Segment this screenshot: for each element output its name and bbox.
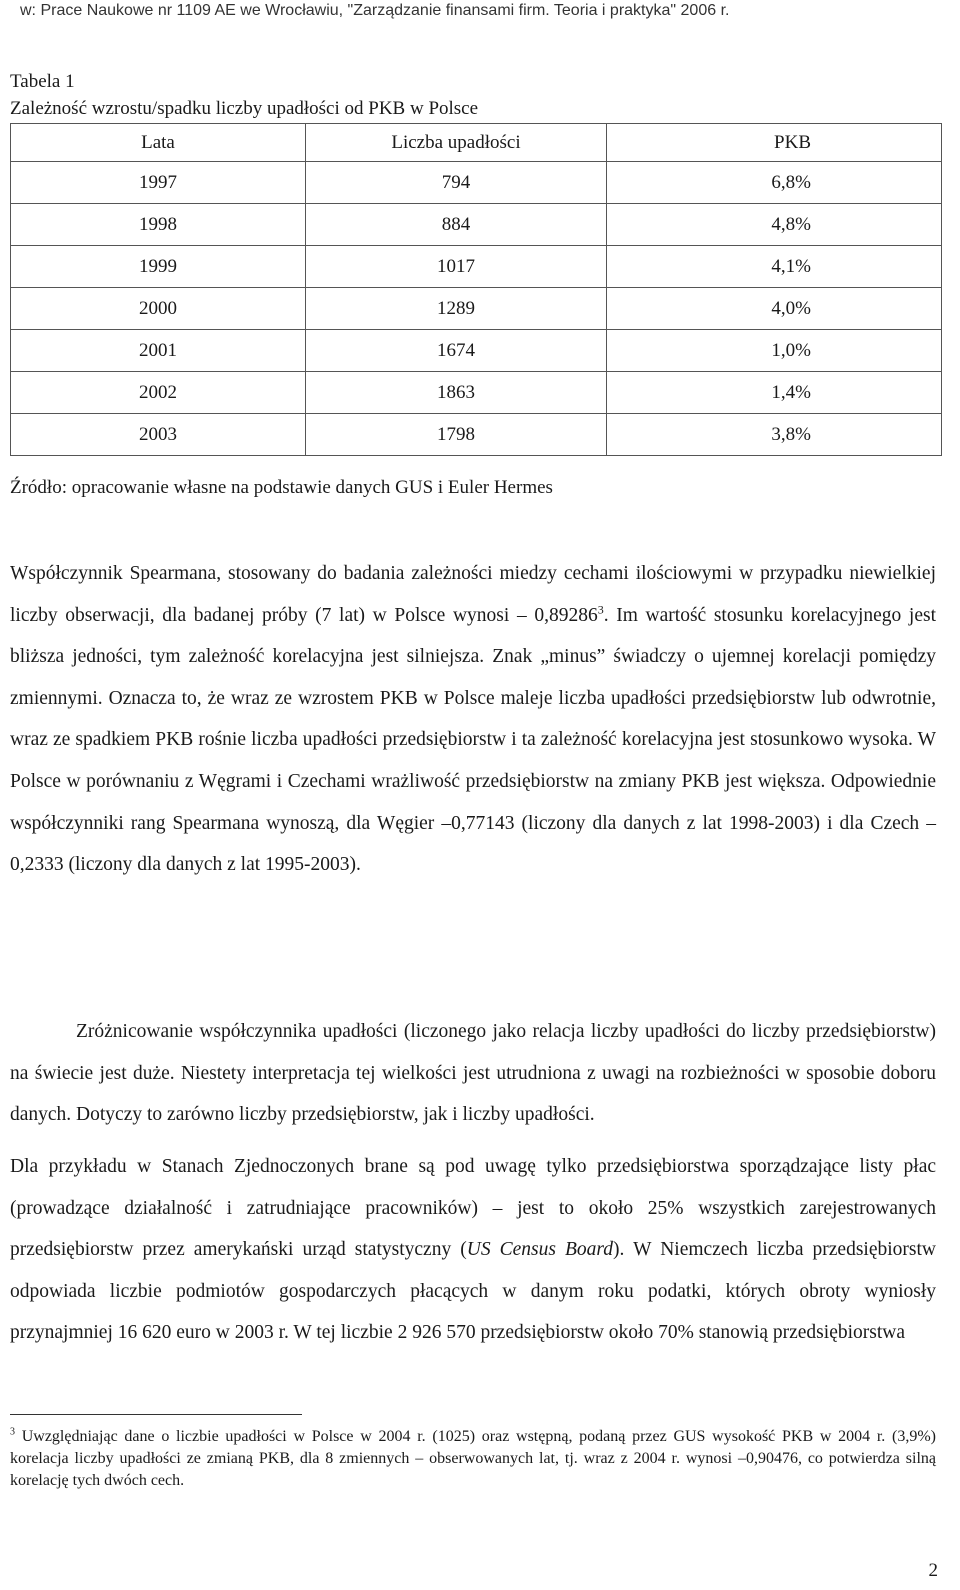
cell-year: 1997 [11,162,306,204]
table-number: Tabela 1 [10,71,75,92]
cell-year: 2000 [11,288,306,330]
footnote [10,1426,936,1492]
bankruptcy-gdp-table [10,123,942,456]
column-header-gdp: PKB [607,124,942,162]
table-row [11,414,942,456]
paragraph-examples [10,1146,936,1354]
paragraph-examples-text-a: Dla przykładu w Stanach Zjednoczonych brane są pod uwagę tylko przedsiębiorstwa sporządzające listy płac (prowadzące działalność i zatrudniające pracowników) – jest to około 25% wszystkich zarejestrowanych przedsiębiorstw przez amerykański urząd statystyczny ( [10,1156,936,1261]
table-source-note: Źródło: opracowanie własne na podstawie danych GUS i Euler Hermes [10,477,553,498]
footnote-number: 3 [10,1426,15,1438]
paragraph-examples-text-b: ). W Niemczech liczba przedsiębiorstw odpowiada liczbie podmiotów gospodarczych płacących w danym roku podatki, których obroty wyniosły przynajmniej 16 620 euro w 2003 r. W tej liczbie 2 926 570 przedsiębiorstw około 70% stanowią przedsiębiorstwa [10,1239,936,1344]
column-header-bankruptcies: Liczba upadłości [306,124,607,162]
paragraph-spearman [10,553,936,886]
paragraph-spearman-text-a: Współczynnik Spearmana, stosowany do badania zależności miedzy cechami ilościowymi w przypadku niewielkiej liczby obserwacji, dla badanej próby (7 lat) w Polsce wynosi – 0,89286 [10,563,936,626]
table-row [11,330,942,372]
table-row [11,372,942,414]
cell-bankruptcies: 1289 [306,288,607,330]
cell-year: 1998 [11,204,306,246]
cell-gdp: 4,0% [607,288,942,330]
paragraph-differentiation [10,1011,936,1136]
column-header-years: Lata [11,124,306,162]
footnote-text: Uwzględniając dane o liczbie upadłości w Polsce w 2004 r. (1025) oraz wstępną, podaną przez GUS wysokość PKB w 2004 r. (3,9%) korelacja liczby upadłości ze zmianą PKB, dla 8 zmiennych – obserwowanych lat, tj. wraz z 2004 r. wynosi –0,90476, co potwierdza silną korelację tych dwóch cech. [10,1428,936,1489]
cell-bankruptcies: 1674 [306,330,607,372]
cell-gdp: 6,8% [607,162,942,204]
cell-gdp: 1,0% [607,330,942,372]
cell-bankruptcies: 1863 [306,372,607,414]
paragraph-differentiation-text: Zróżnicowanie współczynnika upadłości (liczonego jako relacja liczby upadłości do liczby przedsiębiorstw) na świecie jest duże. Niestety interpretacja tej wielkości jest utrudniona z uwagi na rozbieżności w sposobie doboru danych. Dotyczy to zarówno liczby przedsiębiorstw, jak i liczby upadłości. [10,1021,936,1126]
cell-gdp: 4,1% [607,246,942,288]
running-header: w: Prace Naukowe nr 1109 AE we Wrocławiu, "Zarządzanie finansami firm. Teoria i praktyka" 2006 r. [20,2,730,19]
cell-gdp: 3,8% [607,414,942,456]
table-row [11,288,942,330]
table-row [11,204,942,246]
cell-year: 2001 [11,330,306,372]
cell-year: 2003 [11,414,306,456]
cell-gdp: 4,8% [607,204,942,246]
table-row [11,162,942,204]
paragraph-spearman-text-b: . Im wartość stosunku korelacyjnego jest bliższa jedności, tym zależność korelacyjna jest silniejsza. Znak „minus” świadczy o ujemnej korelacji pomiędzy zmiennymi. Oznacza to, że wraz ze wzrostem PKB w Polsce maleje liczba upadłości przedsiębiorstw lub odwrotnie, wraz ze spadkiem PKB rośnie liczba upadłości przedsiębiorstw i ta zależność korelacyjna jest stosunkowo wysoka. W Polsce w porównaniu z Węgrami i Czechami wrażliwość przedsiębiorstw na zmiany PKB jest większa. Odpowiednie współczynniki rang Spearmana wynoszą, dla Węgier –0,77143 (liczony dla danych z lat 1998-2003) i dla Czech –0,2333 (liczony dla danych z lat 1995-2003). [10,604,936,876]
table-title: Zależność wzrostu/spadku liczby upadłości od PKB w Polsce [10,98,479,119]
census-board-name: US Census Board [466,1239,614,1261]
table-row [11,246,942,288]
cell-year: 1999 [11,246,306,288]
cell-gdp: 1,4% [607,372,942,414]
page-number: 2 [928,1560,938,1581]
footnote-reference[interactable]: 3 [597,602,604,617]
cell-bankruptcies: 794 [306,162,607,204]
cell-bankruptcies: 884 [306,204,607,246]
footnote-separator [10,1414,302,1415]
cell-bankruptcies: 1017 [306,246,607,288]
cell-year: 2002 [11,372,306,414]
table-header-row [11,124,942,162]
cell-bankruptcies: 1798 [306,414,607,456]
